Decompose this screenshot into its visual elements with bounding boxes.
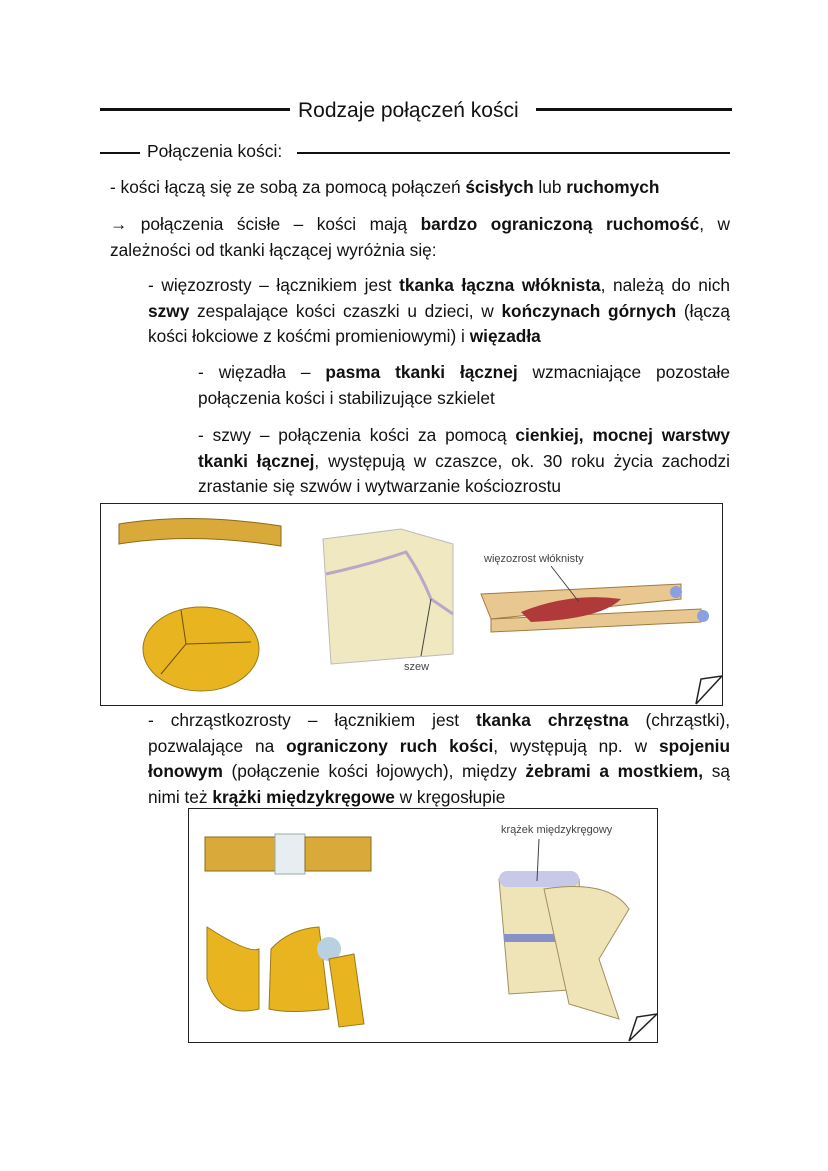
paragraph	[110, 212, 730, 263]
text-segment: (chrząstki), pozwalające na	[148, 710, 731, 756]
figure-cartilaginous-joints	[188, 808, 658, 1043]
bone-section-right	[305, 837, 371, 871]
bold-term: więzadła	[469, 326, 541, 346]
illustrations	[189, 809, 657, 1042]
page-curl	[629, 1014, 657, 1041]
bold-term: kończynach górnych	[501, 300, 677, 321]
bold-term: cienkiej, mocnej warstwy tkanki łącznej	[198, 425, 730, 471]
text-segment: - kości łączą się ze sobą za pomocą połączeń	[110, 177, 466, 197]
text-segment: są nimi też	[148, 761, 731, 807]
page-title: Rodzaje połączeń kości	[298, 99, 519, 122]
paragraph	[148, 273, 730, 350]
label-ligament: więzozrost włóknisty	[484, 553, 584, 565]
text-segment: wzmacniające pozostałe połączenia kości i stabilizujące szkielet	[198, 362, 730, 408]
bold-term: szwy	[148, 300, 190, 321]
illustrations	[101, 504, 722, 705]
subheading-rule-left	[100, 152, 140, 154]
cartilage	[275, 834, 305, 874]
bold-term: spojeniu łonowym	[148, 735, 731, 781]
text-segment: , należą do nich	[600, 275, 730, 295]
text-segment: , występują w czaszce, ok. 30 roku życia zachodzi zrastanie się szwów i wytwarzanie kościozrostu	[198, 450, 730, 496]
skull-top	[143, 607, 259, 691]
pelvis	[207, 927, 329, 1012]
bold-term: tkanka chrzęstna	[476, 710, 629, 730]
text-segment: - szwy – połączenia kości za pomocą	[198, 425, 516, 445]
label-intervertebral-disc: krążek międzykręgowy	[501, 824, 613, 836]
subheading: Połączenia kości:	[147, 141, 283, 161]
title-rule-right	[536, 108, 732, 111]
text-segment: → połączenia ścisłe – kości mają	[110, 214, 421, 234]
text-segment: - więzozrosty – łącznikiem jest	[148, 275, 400, 295]
skull-bone-section	[119, 518, 281, 546]
page-curl	[696, 676, 722, 704]
bold-term: ścisłych	[465, 177, 534, 197]
bold-term: krążki międzykręgowe	[212, 786, 395, 807]
title-rule-left	[100, 108, 290, 111]
bold-term: bardzo ograniczoną ruchomość	[420, 214, 700, 234]
text-segment: - chrząstkozrosty – łącznikiem jest	[148, 710, 477, 730]
text-segment: w kręgosłupie	[394, 786, 506, 807]
figure-sutures-ligaments	[100, 503, 723, 706]
suture-block	[323, 529, 453, 664]
paragraph	[110, 175, 750, 201]
text-segment: , występują np. w	[493, 735, 659, 756]
paragraph	[148, 708, 730, 810]
bold-term: żebrami a mostkiem,	[525, 761, 704, 781]
bold-term: tkanka łączna włóknista	[399, 275, 601, 295]
paragraph	[198, 423, 730, 500]
text-segment: lub	[533, 177, 567, 197]
paragraph	[198, 360, 730, 411]
label-suture: szew	[404, 661, 430, 673]
bold-term: pasma tkanki łącznej	[325, 362, 518, 382]
text-segment: , w zależności od tkanki łączącej wyróżnia się:	[110, 214, 730, 260]
text-segment: zespalające kości czaszki u dzieci, w	[189, 300, 502, 321]
text-segment: (połączenie kości łojowych), między	[222, 761, 526, 781]
text-segment: (łączą kości łokciowe z kośćmi promieniowymi) i	[148, 300, 730, 346]
bold-term: ruchomych	[566, 177, 660, 197]
bone-section-left	[205, 837, 275, 871]
bold-term: ograniczony ruch kości	[286, 735, 494, 756]
subheading-rule-right	[297, 152, 730, 154]
text-segment: - więzadła –	[198, 362, 326, 382]
